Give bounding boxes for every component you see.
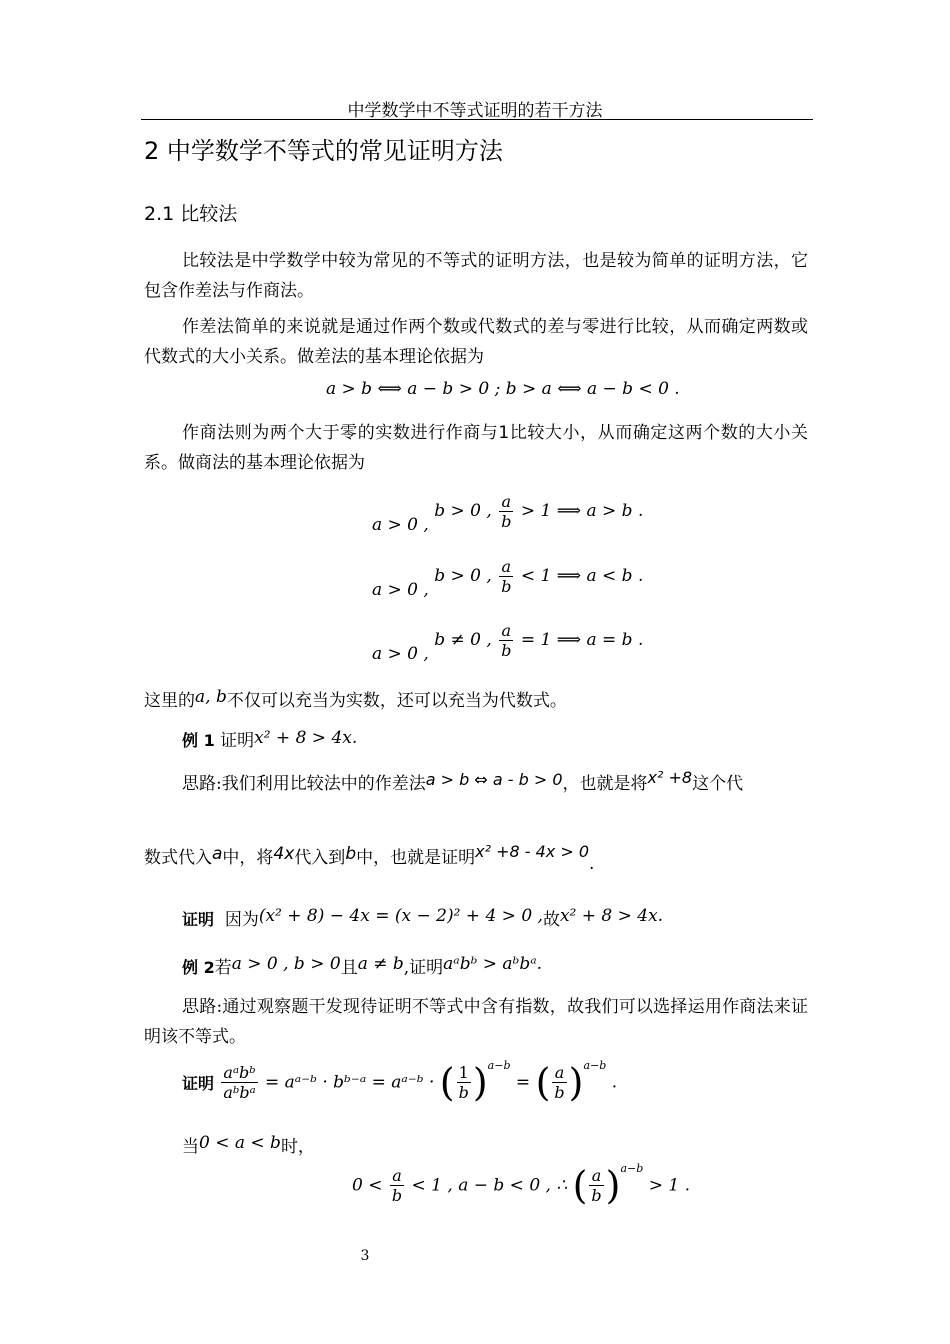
- period: .: [611, 1072, 618, 1093]
- paragraph-variables-note: [144, 686, 567, 711]
- proof-1-label: 证明: [182, 910, 215, 929]
- text-fragment: ，也就是将: [562, 774, 648, 794]
- final-mid: < 1 , a − b < 0 , ∴: [411, 1175, 568, 1196]
- example-2-condition: a > 0 , b > 0: [231, 954, 341, 974]
- example-1-formula: x² + 8 > 4x.: [254, 728, 358, 748]
- fraction-a-over-b: $\frac{a}{b}$: [501, 621, 512, 660]
- fraction-aabb-over-abba: $\frac{\text{aᵃbᵇ}}{\text{aᵇbᵃ}}$: [223, 1063, 256, 1102]
- fraction-a-over-b: $\frac{a}{b}$: [501, 492, 512, 531]
- text-fragment: 数式代入: [144, 848, 212, 868]
- proof-1-formula: (x² + 8) − 4x = (x − 2)² + 4 > 0 ,: [258, 906, 543, 926]
- text-fragment: ,证明: [403, 958, 444, 978]
- page-number: 3: [360, 1248, 370, 1264]
- proof-2-label: 证明: [182, 1074, 215, 1093]
- example-2-formula: aᵃbᵇ > aᵇbᵃ.: [443, 954, 543, 974]
- proof-2-chain: = aᵃ⁻ᵇ · bᵇ⁻ᵃ = aᵃ⁻ᵇ ·: [265, 1072, 435, 1093]
- final-inequality: 0 < $\frac{a}{b}$ < 1 , a − b < 0 , ∴ ( $\frac{a}{b}$ )$^{a-b}$ > 1 .: [352, 1162, 690, 1208]
- idea-1-line-1: [182, 769, 743, 794]
- proof-2: 证明 $\frac{\text{aᵃbᵇ}}{\text{aᵇbᵃ}}$ = aᵃ⁻ᵇ · bᵇ⁻ᵃ = aᵃ⁻ᵇ · ( $\frac{1}{b}$ )$^{a-b}$ = ( $\frac{a}{b}$ )$^{a-b}$ .: [182, 1059, 618, 1105]
- paragraph-comparison-intro: 比较法是中学数学中较为常见的不等式的证明方法，也是较为简单的证明方法，它包含作差法与作商法。: [144, 251, 808, 301]
- text-fragment: 故: [542, 910, 560, 930]
- exponent-a-minus-b: a−b: [487, 1059, 511, 1072]
- text-fragment: 不仅可以充当为实数，还可以充当为代数式。: [226, 691, 567, 711]
- text-fragment: 且: [340, 958, 358, 978]
- equation-difference-rule: a > b ⟺ a − b > 0 ; b > a ⟺ a − b < 0 .: [326, 379, 680, 399]
- proof-1-conclusion: x² + 8 > 4x.: [559, 906, 664, 926]
- section-heading: 2 中学数学不等式的常见证明方法: [144, 137, 503, 165]
- text-fragment: 中，也就是证明: [356, 848, 476, 868]
- rule-left: a > 0 ,: [372, 515, 429, 535]
- case-formula: 0 < a < b: [199, 1133, 281, 1153]
- var-a: a: [212, 844, 223, 864]
- example-1: [182, 726, 357, 751]
- case-statement: [182, 1132, 315, 1157]
- text-fragment: 若: [214, 958, 232, 978]
- rule-mid: b > 0 ,: [434, 501, 492, 521]
- exponent-a-minus-b: a−b: [583, 1059, 607, 1072]
- text-fragment: 思路:我们利用比较法中的作差法: [182, 774, 426, 794]
- example-2-neq: a ≠ b: [357, 954, 404, 974]
- example-1-label: 例 1: [182, 731, 215, 750]
- quotient-rule-3: [372, 621, 644, 664]
- example-2-label: 例 2: [182, 958, 215, 977]
- exponent-a-minus-b: a−b: [620, 1162, 644, 1175]
- idea-1-line-2: [144, 842, 595, 874]
- rule-left: a > 0 ,: [372, 644, 429, 664]
- text-fragment: 因为: [224, 910, 259, 930]
- text-fragment: 这里的: [144, 691, 195, 711]
- expr-4x: 4x: [273, 844, 295, 864]
- running-header: 中学数学中不等式证明的若干方法: [347, 101, 603, 121]
- expr-to-prove: x² +8 - 4x > 0: [475, 842, 590, 861]
- paragraph-quotient-method: [144, 418, 808, 478]
- fraction-a-over-b: $\frac{a}{b}$: [591, 1166, 602, 1205]
- text-fragment: .: [589, 854, 595, 874]
- variables-a-b: a, b: [195, 687, 227, 707]
- rule-right: = 1 ⟹ a = b .: [520, 630, 644, 650]
- fraction-a-over-b: $\frac{a}{b}$: [554, 1063, 565, 1102]
- final-lead: 0 <: [352, 1175, 383, 1196]
- rule-mid: b > 0 ,: [434, 566, 492, 586]
- quotient-rule-1: [372, 492, 644, 535]
- fraction-a-over-b: $\frac{a}{b}$: [501, 557, 512, 596]
- rule-left: a > 0 ,: [372, 580, 429, 600]
- fraction-1-over-b: $\frac{1}{b}$: [458, 1063, 469, 1102]
- text-fragment: 时，: [280, 1137, 315, 1157]
- text-fragment: 比较大小，从而确定这两个数的大小关系。做商法的基本理论依据为: [144, 423, 809, 473]
- example-2: [182, 953, 542, 978]
- rule-right: < 1 ⟹ a < b .: [520, 566, 644, 586]
- equals-sign: =: [515, 1072, 531, 1093]
- paragraph-difference-method: 作差法简单的来说就是通过作两个数或代数式的差与零进行比较，从而确定两数或代数式的大小关系。做差法的基本理论依据为: [144, 317, 808, 367]
- text-fragment: 中，将: [222, 848, 274, 868]
- text-fragment: 作商法则为两个大于零的实数进行作商与: [182, 423, 499, 443]
- rule-right: > 1 ⟹ a > b .: [520, 501, 644, 521]
- var-b: b: [345, 844, 357, 864]
- proof-1: [182, 905, 663, 930]
- final-tail: > 1 .: [648, 1175, 690, 1196]
- text-fragment: 这个代: [692, 774, 744, 794]
- fraction-a-over-b: $\frac{a}{b}$: [391, 1166, 403, 1205]
- text-fragment: 当: [182, 1137, 199, 1157]
- text-fragment: 代入到: [294, 848, 346, 868]
- header-rule: [141, 119, 813, 120]
- number-one: 1: [498, 423, 510, 443]
- idea-1-formula: a > b ⇔ a - b > 0: [425, 770, 563, 789]
- subsection-heading: 2.1 比较法: [144, 203, 238, 225]
- example-1-text: 证明: [220, 731, 255, 751]
- paragraph-idea-2: 思路:通过观察题干发现待证明不等式中含有指数，故我们可以选择运用作商法来证明该不等式。: [144, 997, 808, 1047]
- idea-1-expr: x² +8: [647, 768, 693, 787]
- quotient-rule-2: [372, 557, 644, 600]
- rule-mid: b ≠ 0 ,: [434, 630, 492, 650]
